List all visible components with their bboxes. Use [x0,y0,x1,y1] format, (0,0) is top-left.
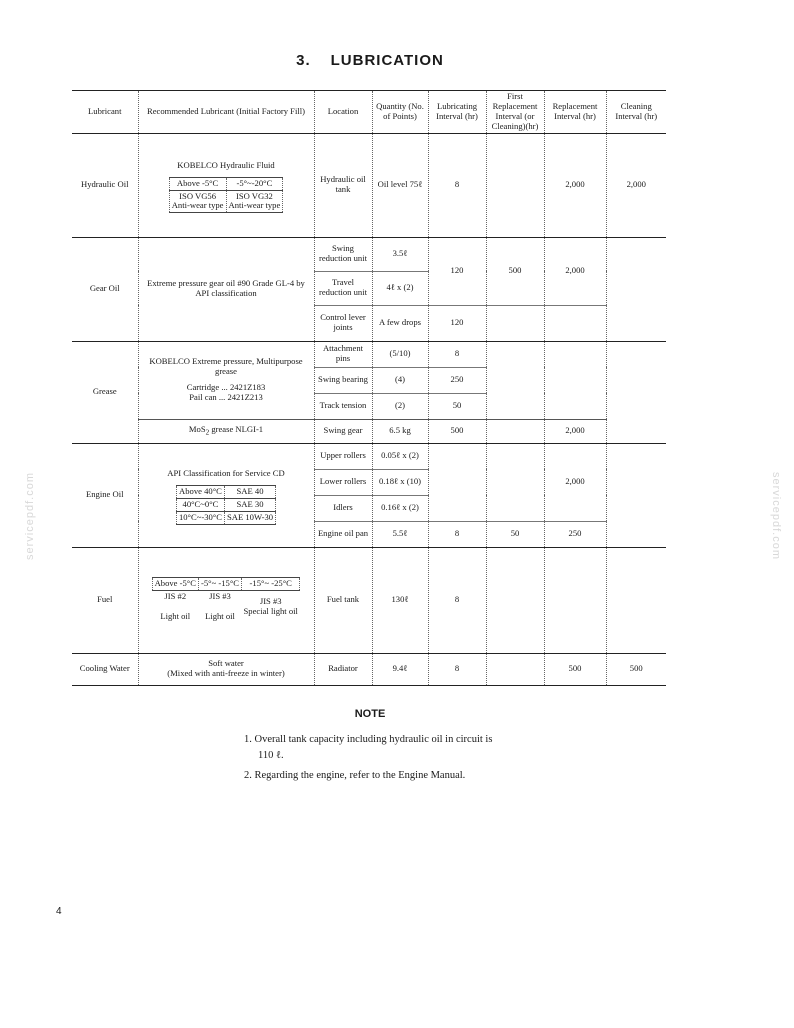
lubricant-engine: Engine Oil [72,443,138,547]
table-row [72,443,666,469]
header-recommended: Recommended Lubricant (Initial Factory Fill) [138,91,314,134]
location-grease-2: Swing bearing [314,367,372,393]
location-cooling: Radiator [314,653,372,685]
hydraulic-rec-title: KOBELCO Hydraulic Fluid [177,159,275,170]
engine-sae3: SAE 10W-30 [224,511,275,524]
engine-sae2: SAE 30 [224,499,275,512]
cleaning-engine [606,443,666,547]
grease-pail [141,393,312,403]
first-fuel [486,547,544,653]
replacement-gear-12: 2,000 [544,237,606,305]
location-engine-2: Lower rollers [314,469,372,495]
quantity-grease-2: (4) [372,367,428,393]
replacement-engine-rollers: 2,000 [544,443,606,521]
quantity-gear-1: 3.5ℓ [372,237,428,271]
table-row [72,237,666,271]
location-grease-3: Track tension [314,393,372,419]
lubricant-cooling: Cooling Water [72,653,138,685]
cleaning-cooling: 500 [606,653,666,685]
lubricating-engine-4: 8 [428,521,486,547]
lubricating-gear-12: 120 [428,237,486,305]
replacement-engine-4: 250 [544,521,606,547]
engine-sae1: SAE 40 [224,486,275,499]
mos2-sub: 2 [205,428,210,437]
quantity-hydraulic: Oil level 75ℓ [372,133,428,237]
table-row [72,133,666,237]
header-lubricating: Lubricating Interval (hr) [428,91,486,134]
lubricating-gear-3: 120 [428,305,486,341]
replacement-gear-3 [544,305,606,341]
lubrication-table [72,90,666,686]
lubricating-hydraulic: 8 [428,133,486,237]
cooling-rec-2: (Mixed with anti-freeze in winter) [167,668,285,678]
location-gear-3: Control lever joints [314,305,372,341]
fuel-grade3 [242,591,300,623]
replacement-hydraulic: 2,000 [544,133,606,237]
watermark-left: servicepdf.com [23,472,36,560]
quantity-grease-3: (2) [372,393,428,419]
lubricating-cooling: 8 [428,653,486,685]
hydraulic-grade1 [169,190,226,213]
location-grease-4: Swing gear [314,419,372,443]
quantity-fuel: 130ℓ [372,547,428,653]
hydraulic-grade2 [226,190,283,213]
quantity-engine-2: 0.18ℓ x (10) [372,469,428,495]
hydraulic-temp1: Above -5°C [169,177,226,190]
recommended-hydraulic [138,133,314,237]
first-grease-4 [486,419,544,443]
fuel-desc3: Special light oil [243,605,298,616]
section-title: LUBRICATION [330,52,444,69]
table-row [72,341,666,367]
mos2-rest: grease NLGI-1 [209,424,264,435]
hydraulic-type1: Anti-wear type [171,200,224,211]
fuel-temp3: -15°~ -25°C [242,578,300,591]
quantity-cooling: 9.4ℓ [372,653,428,685]
header-lubricant: Lubricant [72,91,138,134]
first-engine-4: 50 [486,521,544,547]
table-row [72,653,666,685]
location-hydraulic: Hydraulic oil tank [314,133,372,237]
quantity-engine-4: 5.5ℓ [372,521,428,547]
note-title: NOTE [354,708,386,720]
location-engine-4: Engine oil pan [314,521,372,547]
cleaning-hydraulic: 2,000 [606,133,666,237]
lubricant-grease: Grease [72,341,138,443]
fuel-temp1: Above -5°C [152,578,198,591]
watermark-right: servicepdf.com [769,472,782,560]
fuel-jis2: JIS #3 [209,591,231,602]
lubricant-fuel: Fuel [72,547,138,653]
lubricating-grease-2: 250 [428,367,486,393]
lubricating-grease-1: 8 [428,341,486,367]
table-row [72,547,666,653]
lubricating-fuel: 8 [428,547,486,653]
location-gear-2: Travel reduction unit [314,271,372,305]
quantity-gear-2: 4ℓ x (2) [372,271,428,305]
location-grease-1: Attachment pins [314,341,372,367]
header-replacement: Replacement Interval (hr) [544,91,606,134]
fuel-grade2 [198,591,241,623]
fuel-desc1: Light oil [160,610,191,621]
section-number: 3. [296,52,311,69]
hydraulic-grade2-text: ISO VG32 [235,190,273,201]
hydraulic-grade1-text: ISO VG56 [179,190,217,201]
lubricant-gear: Gear Oil [72,237,138,341]
quantity-grease-1: (5/10) [372,341,428,367]
recommended-gear: Extreme pressure gear oil #90 Grade GL-4 by API classification [138,237,314,341]
first-engine-rollers [486,443,544,521]
header-location: Location [314,91,372,134]
quantity-grease-4: 6.5 kg [372,419,428,443]
notes-list [244,732,504,787]
header-cleaning: Cleaning Interval (hr) [606,91,666,134]
page-number: 4 [56,906,62,917]
replacement-grease-4: 2,000 [544,419,606,443]
replacement-fuel [544,547,606,653]
header-row [72,91,666,134]
first-gear-3 [486,305,544,341]
recommended-grease [138,341,314,419]
hydraulic-type2: Anti-wear type [228,200,281,211]
fuel-temp2: -5°~ -15°C [198,578,241,591]
location-fuel: Fuel tank [314,547,372,653]
recommended-cooling [138,653,314,685]
header-quantity: Quantity (No. of Points) [372,91,428,134]
quantity-engine-3: 0.16ℓ x (2) [372,495,428,521]
first-grease [486,341,544,419]
engine-rec-title: API Classification for Service CD [167,468,285,479]
engine-temp2: 40°C~0°C [176,499,224,512]
note-item-1: 1. Overall tank capacity including hydraulic oil in circuit is 110 ℓ. [244,734,493,762]
location-gear-1: Swing reduction unit [314,237,372,271]
location-engine-1: Upper rollers [314,443,372,469]
note-item-2: 2. Regarding the engine, refer to the Engine Manual. [244,769,466,781]
lubricant-hydraulic: Hydraulic Oil [72,133,138,237]
hydraulic-temp2: -5°~-20°C [226,177,283,190]
engine-temp1: Above 40°C [176,486,224,499]
grease-pail-label: Pail can [189,391,217,402]
fuel-grade1 [152,591,198,623]
fuel-jis1: JIS #2 [164,591,187,602]
cleaning-gear [606,237,666,341]
grease-cartridge-code: ... 2421Z183 [221,382,266,392]
lubricating-engine-rollers [428,443,486,521]
grease-cartridge-label: Cartridge [186,382,220,392]
cleaning-grease [606,341,666,443]
fuel-jis3: JIS #3 [259,596,282,607]
first-gear-12: 500 [486,237,544,305]
lubricating-grease-3: 50 [428,393,486,419]
cleaning-fuel [606,547,666,653]
recommended-mos2 [138,419,314,443]
lubricating-grease-4: 500 [428,419,486,443]
replacement-cooling: 500 [544,653,606,685]
first-cooling [486,653,544,685]
page-title [0,52,740,69]
engine-temp3: 10°C~-30°C [176,511,224,524]
hydraulic-grade-table [169,177,284,214]
engine-grade-table [176,485,276,525]
recommended-engine [138,443,314,547]
location-engine-3: Idlers [314,495,372,521]
grease-rec-title: KOBELCO Extreme pressure, Multipurpose grease [149,356,303,377]
mos2-base: MoS [188,424,206,435]
fuel-grade-table [152,577,301,623]
replacement-grease [544,341,606,419]
quantity-engine-1: 0.05ℓ x (2) [372,443,428,469]
cooling-rec-1: Soft water [208,658,244,669]
fuel-desc2: Light oil [205,610,235,621]
recommended-fuel [138,547,314,653]
header-first-replacement: First Replacement Interval (or Cleaning)(hr) [486,91,544,134]
first-hydraulic [486,133,544,237]
quantity-gear-3: A few drops [372,305,428,341]
table-row [72,419,666,443]
grease-pail-code: ... 2421Z213 [218,391,263,402]
